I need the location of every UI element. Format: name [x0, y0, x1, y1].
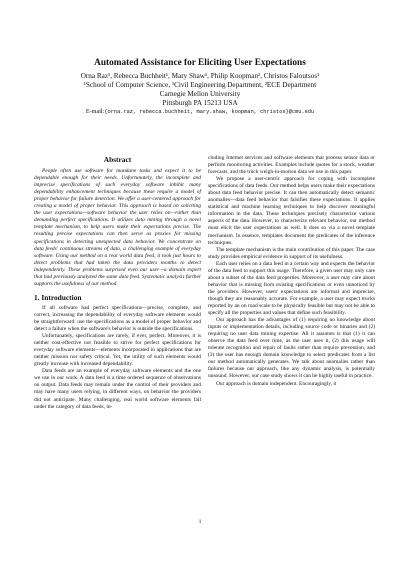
intro-paragraph-1: If all software had perfect specifications—precise, complete, and correct, increasing the dependability of everyday software elements would be straightforward: use the specifications as a model of proper behavior and detect a failure when the software's behavior is outside the specifications.: [34, 304, 201, 333]
author-list: Orna Raz¹, Rebecca Buchheit¹, Mary Shaw¹, Philip Koopman², Christos Faloutsos¹: [80, 72, 320, 80]
abstract-heading: Abstract: [103, 155, 132, 164]
intro-paragraph-2: Unfortunately, specifications are rarely, if ever, perfect. Moreover, it is neither cost-effective nor feasible to strive for perfect specifications for everyday software elements—elements incorporated in applications that are neither mission nor safety critical. Yet, the utility of such elements would greatly increase with increased dependability.: [34, 333, 201, 368]
page-number: 1: [198, 519, 202, 525]
right-paragraph-3: The template mechanism is the main contribution of this paper. The case study provides empirical evidence in support of its usefulness.: [208, 246, 375, 260]
paper-title: Automated Assistance for Eliciting User Expectations: [94, 58, 306, 68]
left-column: [34, 155, 201, 411]
university: Carnegie Mellon University: [159, 89, 241, 98]
right-paragraph-5: Our approach has the advantages of (1) requiring no knowledge about inputs or implementation details, including source code or binaries and (2) requiring no user data mining expertise. All it assumes is that (1) it can observe the data feed over time, as the user uses it, (2) this usage will tolerate recognition and repair of faults rather than require prevention, and (3) the user has enough domain knowledge to select predicates from a list our method automatically generates. We talk about anomalies rather than failures because our approach, like any dynamic analysis, is potentially unsound. However, our case study shows it can be highly useful in practice.: [208, 317, 375, 380]
right-paragraph-6: Our approach is domain independent. Encouragingly, it: [216, 380, 337, 387]
email-line: [0, 108, 400, 117]
intro-paragraph-3: Data feeds are an example of everyday software elements and the one we use in our work. A data feed is a time ordered sequence of observations on output. Data feeds may remain under the control of their providers and may have many users relying, in different ways, on behavior the providers did not anticipate. Many challenging, real world software elements fall under the category of data feeds, in-: [34, 368, 201, 410]
right-column: [208, 155, 375, 388]
email-addresses: {orna.raz, rebecca.buchheit, mary.shaw, koopman, christos}@cmu.edu: [104, 108, 315, 115]
abstract-text: People often use software for mundane tasks and expect it to be dependable enough for their needs. Unfortunately, the incomplete and imprecise specifications of such everyday software inhibit many dependability enhancement techniques because these require a model of proper behavior for failure detection. We offer a user-centered approach for creating a model of proper behavior. This approach is based on soliciting the user expectations—software behavior the user relies on—rather than demanding perfect specifications. It utilizes data mining through a novel template mechanism, to help users make their expectations precise. The resulting precise expectations can then serve as proxies for missing specifications in detecting unexpected data behavior. We concentrate on data feeds' continuous streams of data, a challenging example of everyday software. Using our method on a real world data feed, it took just hours to detect problems that had taken the data providers months to detect independently. These problems surprised even our user—a domain expert that had previously analyzed the same data feed. Systematic analysis further supports the usefulness of our method.: [34, 168, 201, 287]
right-paragraph-1: cluding Internet services and software elements that process sensor data or perform monitoring activities. Examples include quotes for a stock, weather forecasts, and the truck weigh-in-motion data we use in this paper.: [208, 155, 375, 176]
right-paragraph-4: Each user relies on a data feed in a certain way and expects the behavior of the data feed to support this usage. Therefore, a given user may only care about a subset of the data feed properties. Moreover, a user may care about behavior that is missing from existing specifications or even unnoticed by the providers. However, users' expectations are informal and imprecise, though they are reasonably accurate. For example, a user may expect trucks reported by an on road scale to be physically feasible but may not be able to specify all the properties and values that define such feasibility.: [208, 260, 375, 317]
affiliations: ¹School of Computer Science, ¹Civil Engineering Department, ²ECE Department: [83, 80, 317, 89]
email-label: E-mail:: [85, 107, 105, 115]
intro-heading: 1. Introduction: [34, 292, 82, 302]
right-paragraph-2: We propose a user-centric approach for coping with incomplete specifications of data feeds. Our method helps users make their expectations about data feed behavior precise. It can then automatically detect semantic anomalies—data feed behavior that falsifies these expectations. It applies statistical and machine learning techniques to help discover meaningful information in the data. These techniques precisely characterize various aspects of the data. However, to characterize relevant behavior, our method must elicit the user expectations as well. It does so via a novel template mechanism. In essence, templates document the predicates of the inference techniques.: [208, 176, 375, 246]
city: Pittsburgh PA 15213 USA: [162, 98, 238, 107]
author-block: [0, 72, 400, 117]
